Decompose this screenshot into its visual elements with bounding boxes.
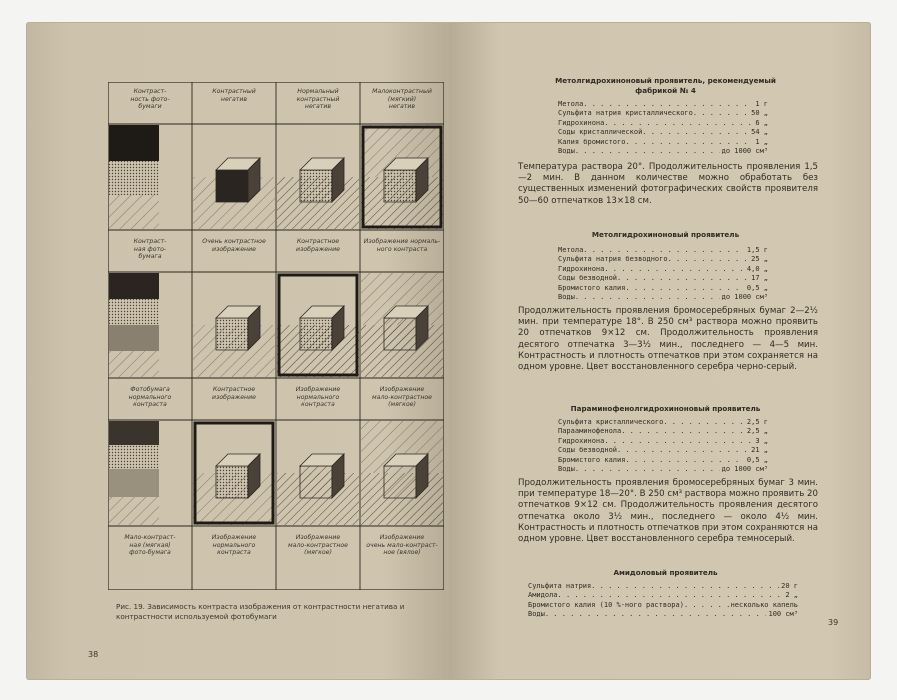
ingredient-row [528, 601, 798, 610]
ingredient-row [558, 427, 768, 436]
cube-illustration [193, 306, 275, 377]
leader-dots [583, 100, 753, 109]
result-label: Изображение мало-контрастное (мягкое) [288, 534, 348, 556]
recipe1-title: Метолгидрохиноновый проявитель, рекомендуемый фабрикой № 4 [555, 76, 776, 95]
ingredient-row [558, 246, 768, 255]
recipe1-list [558, 100, 768, 156]
ingredient-name: Воды [558, 465, 575, 474]
ingredient-qty: 2,5 „ [746, 427, 768, 436]
ingredient-qty: 4,0 „ [746, 264, 768, 273]
leader-dots [617, 274, 749, 283]
result-label: Изображение нормаль- ного контраста [363, 238, 441, 253]
row-label: Фотобумага нормального контраста [128, 386, 172, 408]
leader-dots [621, 427, 745, 436]
paper-swatch-soft [109, 421, 159, 525]
leader-dots [575, 147, 720, 156]
leader-dots [583, 246, 745, 255]
row-label: Мало-контраст- ная (мягкая) фото-бумага [124, 534, 176, 556]
ingredient-qty: 21 „ [751, 446, 768, 455]
leader-dots [693, 109, 749, 118]
ingredient-row [528, 610, 798, 619]
result-label: Контрастное изображение [212, 386, 256, 401]
ingredient-qty: 6 „ [755, 118, 768, 127]
column-header: Контрастный негатив [212, 88, 256, 103]
ingredient-name: Воды [558, 147, 575, 156]
ingredient-qty: 2,5 г [746, 418, 768, 426]
ingredient-name: Амидола [528, 591, 558, 600]
cube-illustration [361, 421, 443, 525]
cube-illustration [277, 275, 359, 377]
ingredient-qty: 50 „ [751, 109, 768, 118]
recipe4-list [528, 582, 798, 620]
ingredient-qty: до 1000 см³ [721, 293, 768, 302]
recipe3-list [558, 418, 768, 474]
leader-dots [575, 293, 720, 302]
leader-dots [604, 437, 753, 446]
ingredient-name: Сульфита натрия кристаллического [558, 109, 693, 118]
ingredient-qty: 0,5 „ [746, 455, 768, 464]
cube-illustration [193, 423, 275, 525]
leader-dots [625, 284, 744, 293]
paper-swatch-contrast [109, 125, 159, 229]
leader-dots [617, 446, 749, 455]
ingredient-qty: 1 г [755, 100, 768, 108]
paper-swatch-normal [109, 273, 159, 377]
ingredient-qty: несколько капель [730, 600, 798, 609]
ingredient-qty: 54 „ [751, 128, 768, 137]
paragraph-2: Продолжительность проявления бромосеребряных бумаг 2—2½ мин. при температуре 18°. В 250 см³ раствора можно проявить 20 отпечатков 9×12 см. Продолжительность проявления десятого отпечатка 3—3½ мин., последнего — 4—5 мин. Контрастность и плотность отпечатков при этом сохраняется на одном уровне. Цвет восстановленного серебра черно-серый. [518, 306, 818, 373]
ingredient-row [558, 284, 768, 293]
result-label: Изображение очень мало-контраст- ное (вялое) [366, 534, 438, 556]
result-label: Изображение нормального контраста [211, 534, 257, 556]
ingredient-row [558, 100, 768, 109]
ingredient-name: Гидрохинона [558, 436, 605, 445]
ingredient-row [558, 109, 768, 118]
leader-dots [625, 138, 753, 147]
ingredient-row [558, 456, 768, 465]
leader-dots [591, 582, 779, 591]
leader-dots [625, 456, 744, 465]
ingredient-row [528, 582, 798, 591]
ingredient-row [558, 119, 768, 128]
ingredient-name: Соды безводной [558, 274, 618, 283]
right-page [448, 22, 871, 680]
ingredient-name: Бромистого калия (10 %-ного раствора) [528, 600, 684, 609]
leader-dots [604, 265, 745, 274]
ingredient-qty: 20 г [781, 582, 798, 590]
recipe2-list [558, 246, 768, 302]
left-page [26, 22, 448, 680]
ingredient-row [558, 465, 768, 474]
result-label: Изображение нормального контраста [295, 386, 341, 408]
ingredient-row [558, 418, 768, 427]
ingredient-name: Соды кристаллической [558, 128, 643, 137]
ingredient-qty: до 1000 см³ [721, 147, 768, 156]
ingredient-name: Сульфита натрия безводного [558, 255, 668, 264]
leader-dots [604, 119, 753, 128]
page-number-left: 38 [88, 650, 99, 659]
recipe4-title: Амидоловый проявитель [613, 568, 718, 577]
ingredient-qty: до 1000 см³ [721, 465, 768, 474]
ingredient-row [558, 437, 768, 446]
result-label: Контрастное изображение [296, 238, 340, 253]
ingredient-name: Сульфита натрия [528, 582, 592, 590]
paragraph-1: Температура раствора 20°. Продолжительность проявления 1,5—2 мин. В данном количестве можно обработать без существенных изменений фотографических свойств проявителя 50—60 отпечатков 13×18 см. [518, 162, 818, 206]
ingredient-name: Соды безводной [558, 446, 618, 455]
ingredient-qty: 1 „ [755, 137, 768, 146]
ingredient-row [558, 138, 768, 147]
leader-dots [642, 128, 749, 137]
ingredient-qty: 25 „ [751, 255, 768, 264]
ingredient-row [558, 274, 768, 283]
ingredient-name: Сульфита кристаллического [558, 418, 664, 426]
row-label: Контраст- ная фото- бумага [133, 238, 167, 260]
ingredient-row [558, 128, 768, 137]
ingredient-qty: 100 см³ [768, 610, 798, 619]
page-number-right: 39 [828, 618, 839, 627]
column-header: Контраст- ность фото- бумаги [130, 88, 170, 110]
figure-caption: Рис. 19. Зависимость контраста изображения от контрастности негатива и контрастности используемой фотобумаги [116, 602, 405, 621]
ingredient-name: Воды [528, 610, 545, 619]
recipe2-title: Метолгидрохиноновый проявитель [591, 230, 740, 239]
leader-dots [545, 610, 767, 619]
ingredient-qty: 1,5 г [746, 246, 768, 254]
cube-illustration [361, 125, 443, 229]
column-header: Нормальный контрастный негатив [296, 88, 340, 110]
ingredient-qty: 3 „ [755, 436, 768, 445]
leader-dots [558, 591, 784, 600]
ingredient-name: Гидрохинона [558, 264, 605, 273]
ingredient-name: Калия бромистого [558, 137, 626, 146]
ingredient-row [558, 293, 768, 302]
ingredient-name: Парааминофенола [558, 427, 622, 436]
column-header: Малоконтрастный (мягкий) негатив [372, 88, 432, 110]
leader-dots [684, 601, 729, 610]
cube-illustration [361, 273, 443, 377]
ingredient-qty: 0,5 „ [746, 283, 768, 292]
result-label: Очень контрастное изображение [202, 238, 266, 253]
ingredient-row [558, 147, 768, 156]
ingredient-name: Бромистого калия [558, 283, 626, 292]
ingredient-name: Метола [558, 246, 584, 254]
recipe3-title: Параминофенолгидрохиноновый проявитель [570, 404, 761, 413]
ingredient-qty: 2 „ [785, 591, 798, 600]
leader-dots [663, 418, 745, 427]
ingredient-name: Бромистого калия [558, 455, 626, 464]
cube-illustration [277, 158, 359, 229]
ingredient-name: Гидрохинона [558, 118, 605, 127]
cube-illustration [193, 158, 275, 229]
open-book [26, 22, 871, 680]
ingredient-name: Воды [558, 293, 575, 302]
cube-illustration [277, 454, 359, 525]
contrast-figure [108, 82, 444, 590]
ingredient-row [558, 255, 768, 264]
ingredient-row [558, 265, 768, 274]
ingredient-qty: 17 „ [751, 274, 768, 283]
paragraph-3: Продолжительность проявления бромосеребряных бумаг 3 мин. при температуре 18—20°. В 250 см³ раствора можно проявить 20 отпечатков 9×12 см. Продолжительность проявления десятого отпечатка около 3½ мин., последнего — около 4½ мин. Контрастность и плотность отпечатков при этом сохраняются на одном уровне. Цвет восстановленного серебра темносерый. [518, 478, 818, 545]
leader-dots [668, 255, 750, 264]
leader-dots [575, 465, 720, 474]
ingredient-name: Метола [558, 100, 584, 108]
result-label: Изображение мало-контрастное (мягкое) [372, 386, 432, 408]
ingredient-row [528, 591, 798, 600]
ingredient-row [558, 446, 768, 455]
